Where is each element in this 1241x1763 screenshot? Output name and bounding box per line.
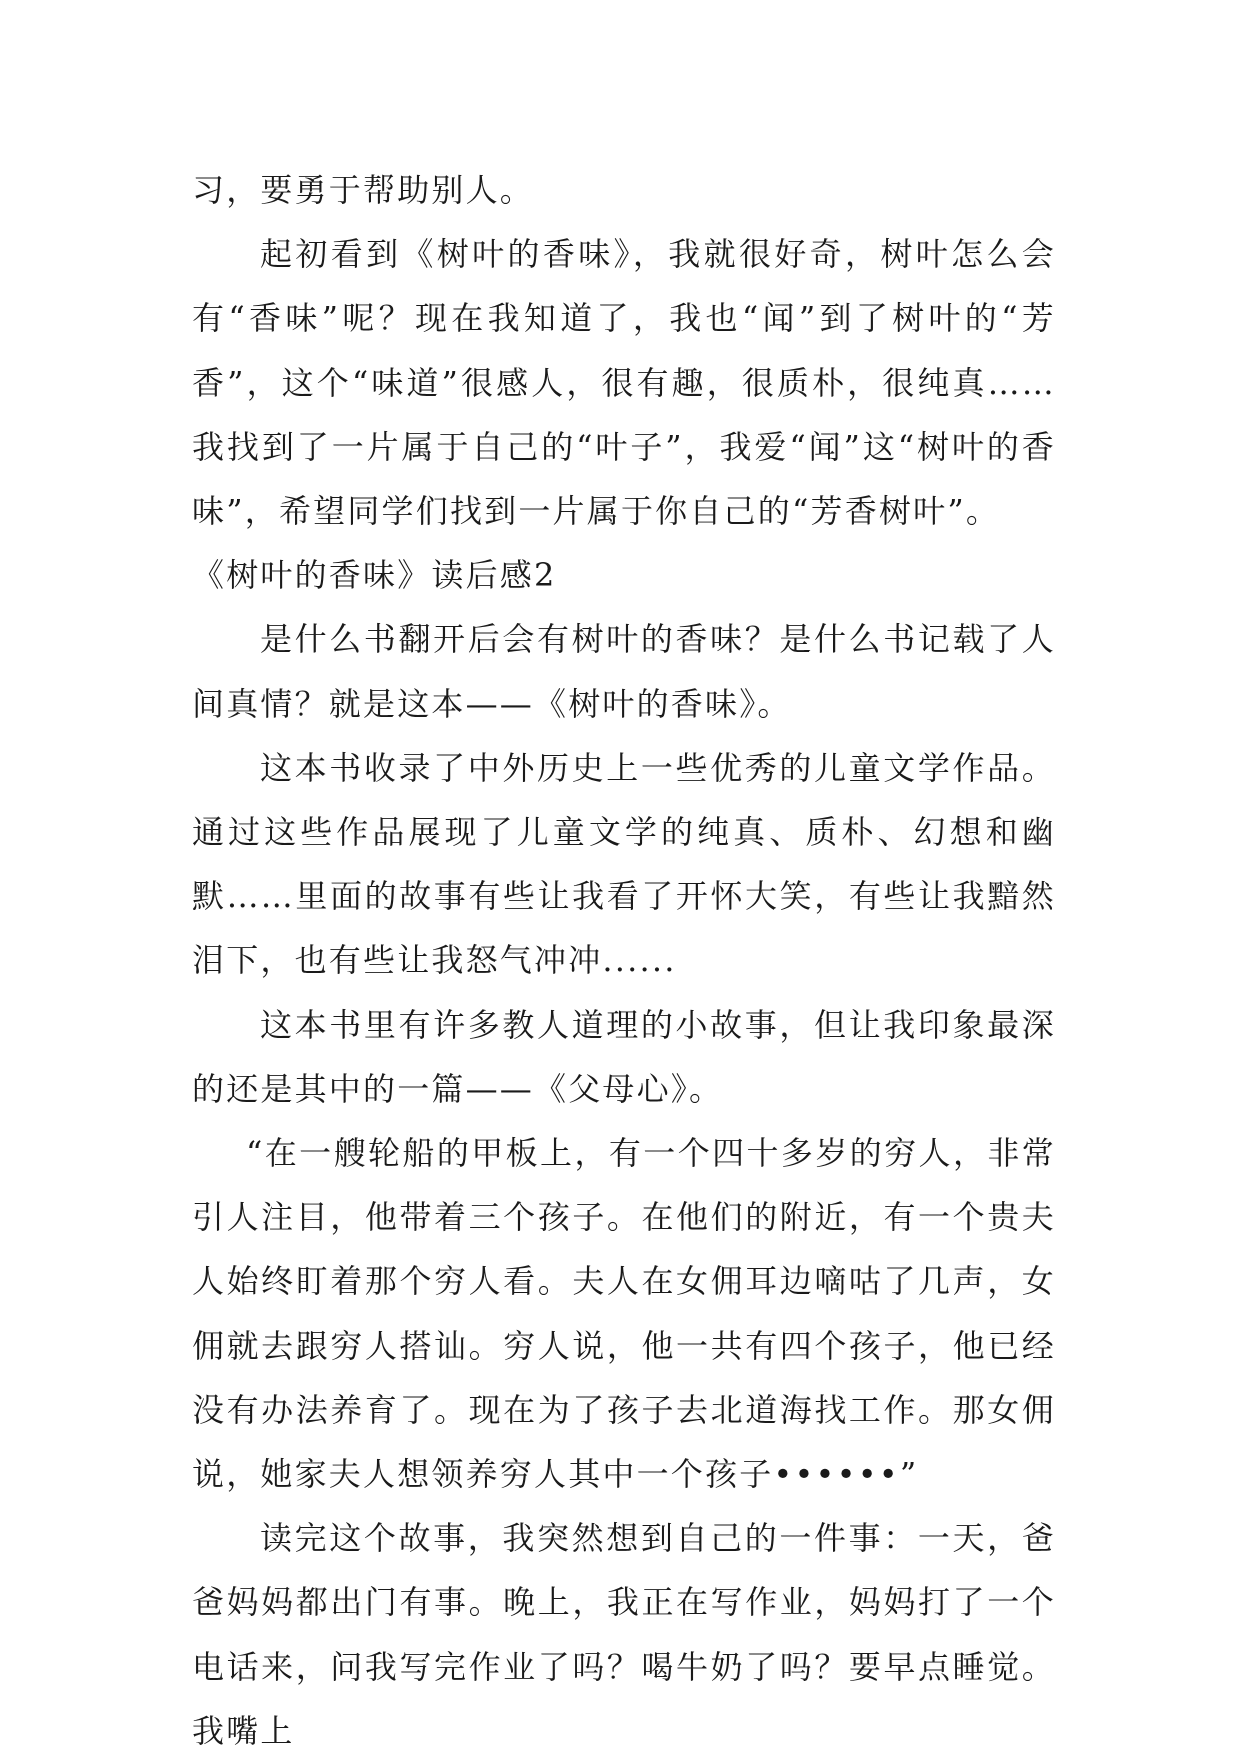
paragraph-personal-story: 读完这个故事，我突然想到自己的一件事：一天，爸爸妈妈都出门有事。晚上，我正在写作业，妈妈打了一个电话来，问我写完作业了吗？喝牛奶了吗？要早点睡觉。我嘴上 (192, 1519, 1056, 1750)
paragraph-continuation: 习，要勇于帮助别人。 (192, 171, 535, 209)
paragraph-story-quote: “在一艘轮船的甲板上，有一个四十多岁的穷人，非常引人注目，他带着三个孩子。在他们的附近，有一个贵夫人始终盯着那个穷人看。夫人在女佣耳边嘀咕了几声，女佣就去跟穷人搭讪。穷人说，他一共有四个孩子，他已经没有办法养育了。现在为了孩子去北道海找工作。那女佣说，她家夫人想领养穷人其中一个孩子••••••” (192, 1134, 1056, 1494)
document-body (192, 158, 1056, 1763)
paragraph-first-review-ending: 起初看到《树叶的香味》，我就很好奇，树叶怎么会有“香味”呢？现在我知道了，我也“闻”到了树叶的“芳香”，这个“味道”很感人，很有趣，很质朴，很纯真……我找到了一片属于自己的“叶子”，我爱“闻”这“树叶的香味”，希望同学们找到一片属于你自己的“芳香树叶”。 (192, 235, 1056, 531)
paragraph-book-description: 这本书收录了中外历史上一些优秀的儿童文学作品。通过这些作品展现了儿童文学的纯真、质朴、幻想和幽默……里面的故事有些让我看了开怀大笑，有些让我黯然泪下，也有些让我怒气冲冲...... (192, 748, 1056, 980)
section-heading: 《树叶的香味》读后感2 (192, 556, 557, 595)
paragraph-favorite-story: 这本书里有许多教人道理的小故事，但让我印象最深的还是其中的一篇——《父母心》。 (192, 1005, 1056, 1108)
paragraph-intro-question: 是什么书翻开后会有树叶的香味？是什么书记载了人间真情？就是这本——《树叶的香味》。 (192, 620, 1056, 723)
